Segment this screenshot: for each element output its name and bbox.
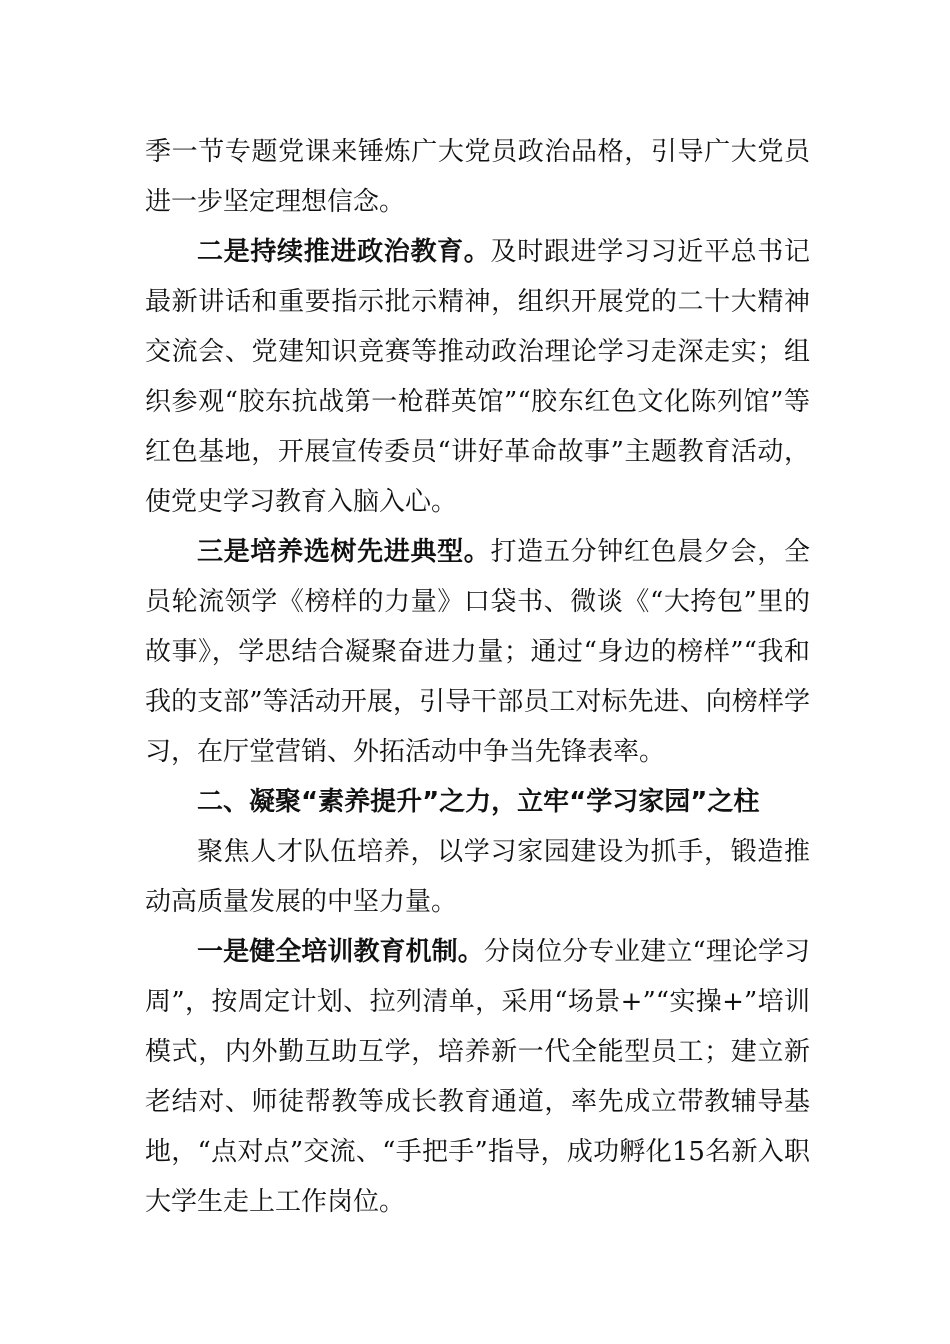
paragraph-political-education	[145, 227, 810, 527]
paragraph-advanced-models	[145, 527, 810, 777]
document-page	[145, 127, 810, 1227]
paragraph-text: 季一节专题党课来锤炼广大党员政治品格，引导广大党员进一步坚定理想信念。	[145, 137, 810, 217]
paragraph-talent-cultivation	[145, 827, 810, 927]
paragraph-text: 聚焦人才队伍培养，以学习家园建设为抓手，锻造推动高质量发展的中坚力量。	[145, 837, 810, 917]
paragraph-text: 分岗位分专业建立“理论学习周”，按周定计划、拉列清单，采用“场景+”“实操+”培训模式，内外勤互助互学，培养新一代全能型员工；建立新老结对、师徒帮教等成长教育通道，率先成立带教辅导基地，“点对点”交流、“手把手”指导，成功孵化15名新入职大学生走上工作岗位。	[145, 937, 810, 1217]
paragraph-continued-party-lesson	[145, 127, 810, 227]
paragraph-lead-training-mechanism: 一是健全培训教育机制。	[197, 937, 484, 967]
paragraph-lead-political-education: 二是持续推进政治教育。	[197, 237, 491, 267]
section-heading-learning-home: 二、凝聚“素养提升”之力，立牢“学习家园”之柱	[197, 787, 760, 817]
paragraph-training-mechanism	[145, 927, 810, 1227]
paragraph-lead-advanced-models: 三是培养选树先进典型。	[197, 537, 491, 567]
paragraph-text: 及时跟进学习习近平总书记最新讲话和重要指示批示精神，组织开展党的二十大精神交流会、党建知识竞赛等推动政治理论学习走深走实；组织参观“胶东抗战第一枪群英馆”“胶东红色文化陈列馆”等红色基地，开展宣传委员“讲好革命故事”主题教育活动，使党史学习教育入脑入心。	[145, 237, 810, 517]
paragraph-text: 打造五分钟红色晨夕会，全员轮流领学《榜样的力量》口袋书、微谈《“大挎包”里的故事》，学思结合凝聚奋进力量；通过“身边的榜样”“我和我的支部”等活动开展，引导干部员工对标先进、向榜样学习，在厅堂营销、外拓活动中争当先锋表率。	[145, 537, 810, 767]
